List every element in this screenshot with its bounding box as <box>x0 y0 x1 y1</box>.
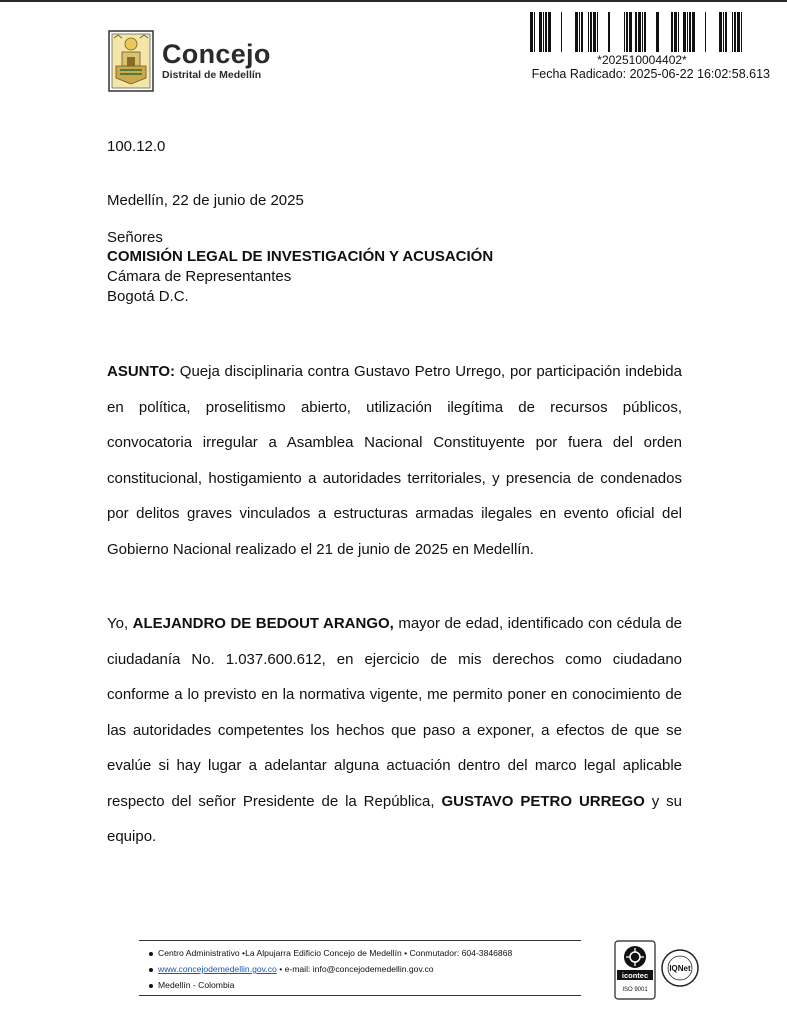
footer-city <box>149 980 234 990</box>
barcode-bar <box>687 12 688 52</box>
top-border-line <box>0 0 787 2</box>
barcode-bar <box>725 12 727 52</box>
barcode-bar <box>593 12 596 52</box>
barcode-bar <box>530 12 533 52</box>
barcode-bar <box>656 12 659 52</box>
reference-number: 100.12.0 <box>107 138 166 155</box>
body-paragraph <box>107 606 682 855</box>
barcode-bar <box>635 12 637 52</box>
footer-email: • e-mail: info@concejodemedellin.gov.co <box>279 964 434 974</box>
barcode-bar <box>719 12 722 52</box>
concejo-logo <box>108 30 271 92</box>
brand-name: Concejo <box>162 39 271 70</box>
body-text: mayor de edad, identificado con cédula de ciudadanía No. 1.037.600.612, en ejercicio de mis derechos como ciudadano conforme a lo previsto en la normativa vigente, me permito poner en conocimiento de las autoridades competentes los hechos que paso a exponer, a efectos de que se evalúe si hay lugar a adelantar alguna actuación dentro del marco legal aplicable respecto del señor Presidente de la República, <box>107 615 683 810</box>
barcode-bar <box>539 12 542 52</box>
barcode-bar <box>683 12 686 52</box>
barcode-bar <box>548 12 551 52</box>
icontec-icon <box>614 940 656 1002</box>
barcode-bar <box>581 12 583 52</box>
recipient-name: COMISIÓN LEGAL DE INVESTIGACIÓN Y ACUSACIÓN <box>107 248 494 265</box>
barcode-bar <box>734 12 736 52</box>
footer-address-text: Centro Administrativo •La Alpujarra Edificio Concejo de Medellín • Conmutador: 604-3846868 <box>158 948 513 958</box>
website-link[interactable]: www.concejodemedellin.gov.co <box>158 964 277 974</box>
body-intro: Yo, <box>107 615 129 632</box>
subject-paragraph <box>107 354 682 567</box>
iqnet-label: IQNet <box>669 964 691 973</box>
barcode-bar <box>638 12 641 52</box>
iqnet-seal <box>660 948 700 993</box>
iso-label: ISO 9001 <box>622 987 648 993</box>
barcode-bar <box>626 12 628 52</box>
barcode-bar <box>561 12 562 52</box>
icontec-seal <box>614 940 656 1007</box>
barcode-bar <box>545 12 547 52</box>
barcode-bar <box>689 12 691 52</box>
barcode-bar <box>732 12 733 52</box>
place-date: Medellín, 22 de junio de 2025 <box>107 192 304 209</box>
body-closing: y su equipo. <box>107 792 683 845</box>
recipient-org: Cámara de Representantes <box>107 268 292 285</box>
signer-name: ALEJANDRO DE BEDOUT ARANGO, <box>132 615 394 632</box>
brand-subtitle: Distrital de Medellín <box>162 69 262 82</box>
recipient-city: Bogotá D.C. <box>107 288 189 305</box>
barcode-bar <box>723 12 724 52</box>
barcode-bar <box>692 12 695 52</box>
barcode-bar <box>671 12 673 52</box>
barcode-bar <box>644 12 646 52</box>
barcode-bar <box>590 12 592 52</box>
barcode-bar <box>608 12 610 52</box>
coat-of-arms-icon <box>108 30 154 92</box>
barcode-bar <box>674 12 677 52</box>
radicado-date: Fecha Radicado: 2025-06-22 16:02:58.613 <box>531 67 770 81</box>
barcode-bar <box>678 12 679 52</box>
barcode-bar <box>737 12 740 52</box>
subject-label: ASUNTO: <box>107 363 176 380</box>
barcode-bar <box>642 12 643 52</box>
barcode-bar <box>629 12 632 52</box>
salutation: Señores <box>107 229 163 246</box>
president-name: GUSTAVO PETRO URREGO <box>441 792 645 810</box>
barcode-bar <box>534 12 535 52</box>
radicado-block <box>512 12 772 81</box>
icontec-label: icontec <box>621 971 649 980</box>
barcode-bar <box>579 12 580 52</box>
footer-city-text: Medellín - Colombia <box>158 980 235 990</box>
barcode-number: *202510004402* <box>597 53 687 67</box>
barcode-bar <box>543 12 544 52</box>
subject-text: Queja disciplinaria contra Gustavo Petro Urrego, por participación indebida en política, proselitismo abierto, utilización ilegítima de recursos públicos, convocatoria irregular a Asamblea Nacional Constituyente por fuera del orden constitucional, hostigamiento a autoridades territoriales, y presencia de condenados por delitos graves vinculados a estructuras armadas ilegales en evento oficial del Gobierno Nacional realizado el 21 de junio de 2025 en Medellín. <box>107 363 682 558</box>
barcode-bar <box>624 12 625 52</box>
iqnet-icon <box>660 948 700 988</box>
barcode-bar <box>741 12 742 52</box>
barcode-bar <box>597 12 598 52</box>
footer-contact <box>149 964 434 974</box>
page-footer <box>139 940 581 996</box>
barcode-bar <box>705 12 706 52</box>
barcode-icon <box>528 12 756 52</box>
footer-address <box>149 948 512 958</box>
barcode-bar <box>588 12 589 52</box>
barcode-bar <box>575 12 578 52</box>
